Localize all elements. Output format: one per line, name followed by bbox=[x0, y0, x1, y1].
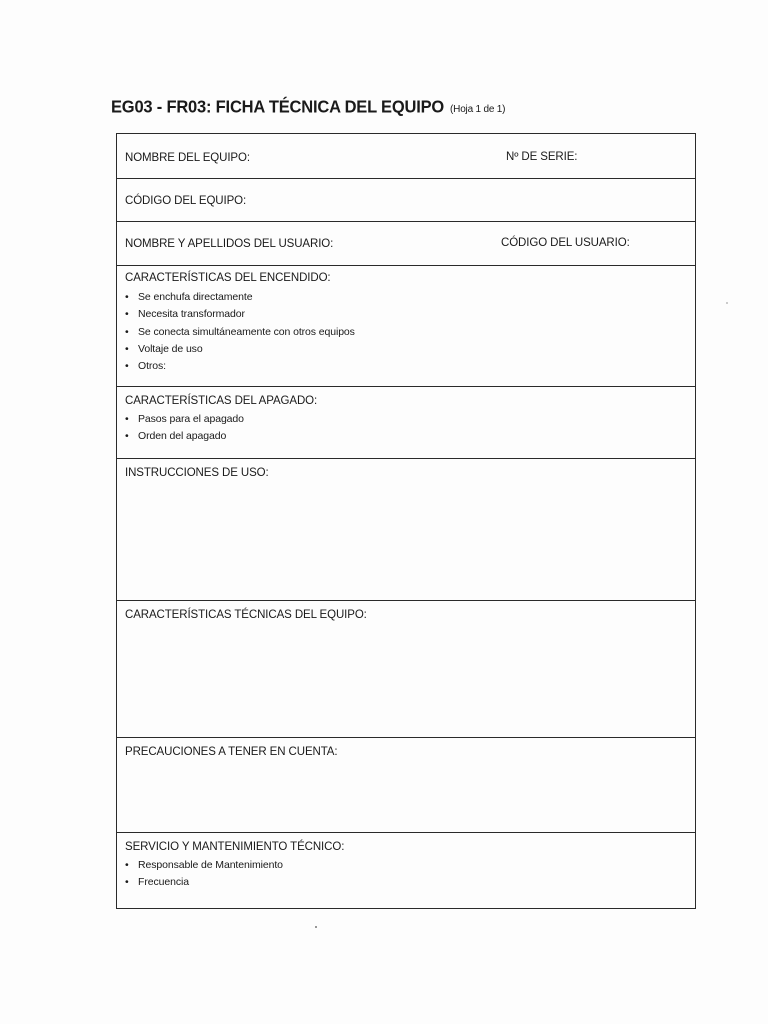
user-code-label: CÓDIGO DEL USUARIO: bbox=[501, 237, 630, 249]
list-item: • Necesita transformador bbox=[125, 308, 245, 321]
equipment-name-row bbox=[117, 134, 695, 179]
power-off-section bbox=[117, 387, 695, 459]
user-name-label: NOMBRE Y APELLIDOS DEL USUARIO: bbox=[125, 238, 334, 250]
service-section bbox=[117, 833, 695, 908]
scan-speck bbox=[726, 302, 728, 304]
list-item: • Responsable de Mantenimiento bbox=[125, 859, 283, 871]
sheet-number: (Hoja 1 de 1) bbox=[450, 104, 506, 115]
list-item: • Se enchufa directamente bbox=[125, 291, 253, 303]
power-on-heading: CARACTERÍSTICAS DEL ENCENDIDO: bbox=[125, 272, 331, 284]
user-row bbox=[117, 222, 695, 266]
power-on-section bbox=[117, 266, 695, 387]
list-item: • Pasos para el apagado bbox=[125, 413, 244, 425]
service-list bbox=[125, 857, 283, 892]
serial-number-label: Nº DE SERIE: bbox=[506, 151, 578, 163]
precautions-section bbox=[117, 738, 695, 833]
scan-speck bbox=[315, 926, 317, 928]
list-item: • Se conecta simultáneamente con otros equipos bbox=[125, 325, 355, 338]
equipment-code-row bbox=[117, 179, 695, 222]
precautions-label: PRECAUCIONES A TENER EN CUENTA: bbox=[125, 746, 338, 758]
technical-specs-section bbox=[117, 601, 695, 738]
document-title bbox=[111, 98, 505, 117]
power-off-heading: CARACTERÍSTICAS DEL APAGADO: bbox=[125, 395, 318, 407]
instructions-section bbox=[117, 459, 695, 601]
list-item: • Voltaje de uso bbox=[125, 342, 203, 355]
power-on-list bbox=[125, 289, 355, 375]
list-item: • Frecuencia bbox=[125, 876, 189, 889]
list-item: • Orden del apagado bbox=[125, 430, 227, 443]
equipment-name-label: NOMBRE DEL EQUIPO: bbox=[125, 152, 250, 164]
technical-specs-label: CARACTERÍSTICAS TÉCNICAS DEL EQUIPO: bbox=[125, 609, 367, 621]
power-off-list bbox=[125, 411, 244, 446]
instructions-label: INSTRUCCIONES DE USO: bbox=[125, 467, 269, 479]
equipment-form bbox=[116, 133, 696, 909]
form-title: EG03 - FR03: FICHA TÉCNICA DEL EQUIPO bbox=[111, 97, 445, 117]
list-item: • Otros: bbox=[125, 360, 166, 373]
equipment-code-label: CÓDIGO DEL EQUIPO: bbox=[125, 195, 247, 207]
service-heading: SERVICIO Y MANTENIMIENTO TÉCNICO: bbox=[125, 841, 345, 853]
